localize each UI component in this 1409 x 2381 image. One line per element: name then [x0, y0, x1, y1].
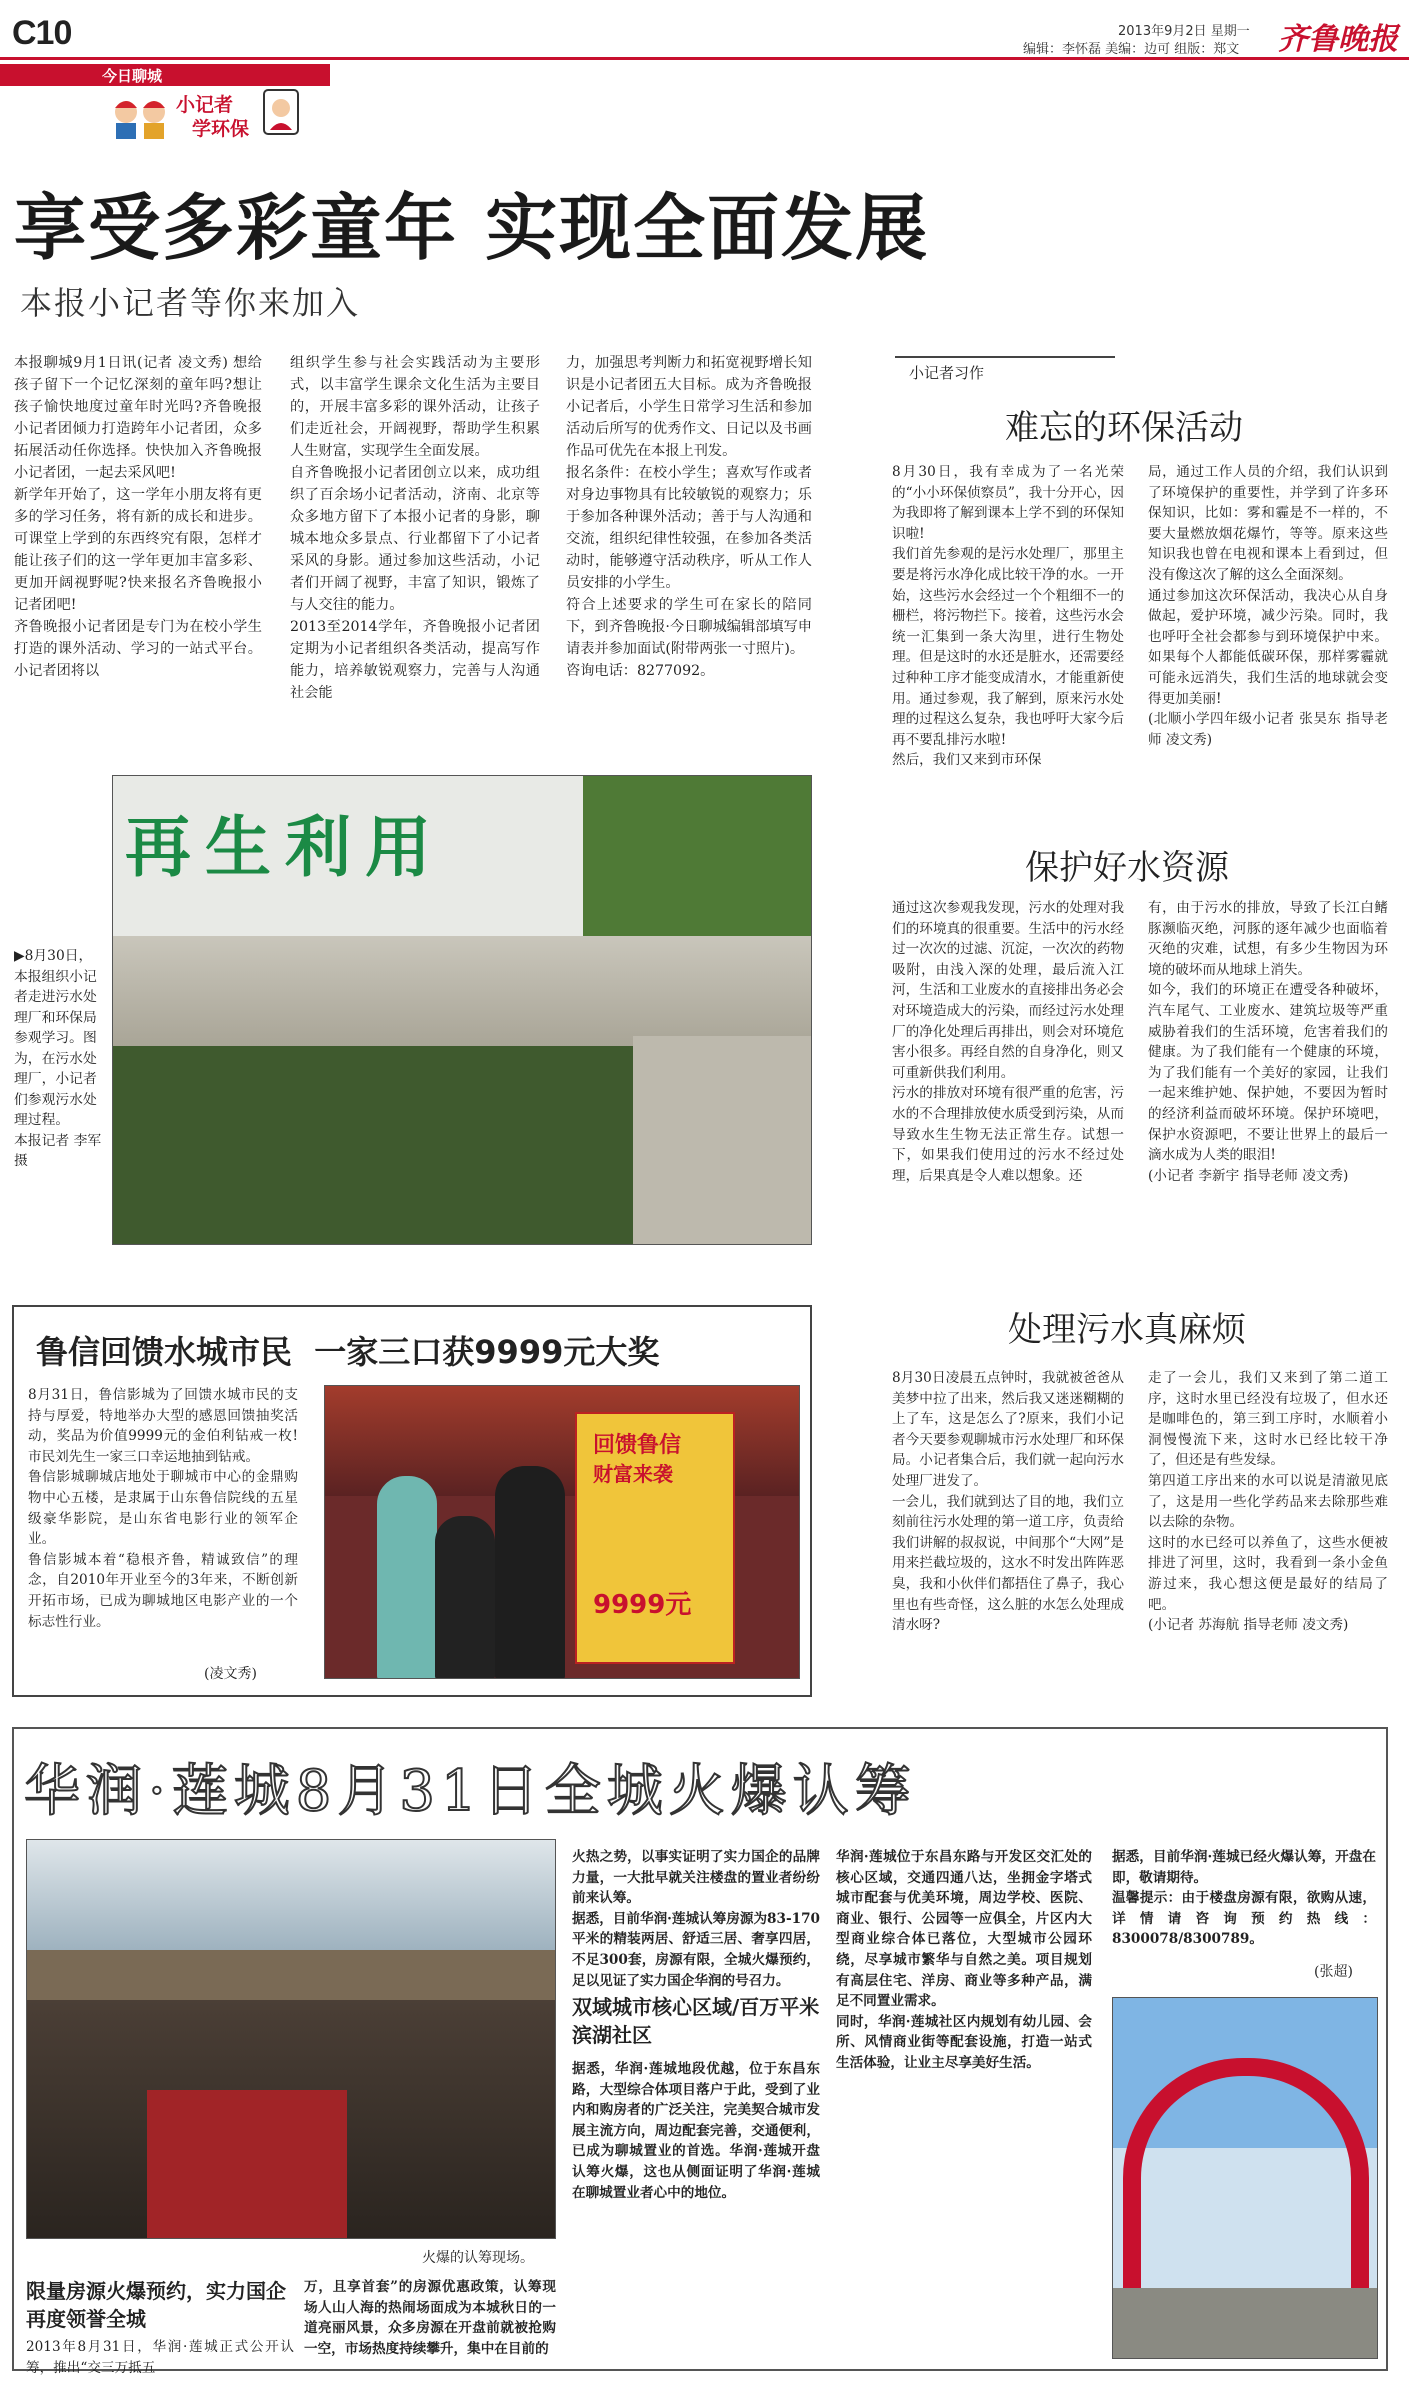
lead-photo-sewage-plant	[112, 775, 812, 1245]
header-rule	[0, 57, 1409, 60]
ad-box	[12, 1727, 1388, 2376]
page-code: C10	[12, 14, 72, 52]
ad-col3b: 据悉，华润·莲城地段优越，位于东昌东路，大型综合体项目落户于此，受到了业内和购房者的广泛关注，完美契合城市发展主流方向，周边配套完善，交通便利，已成为聊城置业的首选。华润·莲城开盘认筹火爆，这也从侧面证明了华润·莲城在聊城置业者心中的地位。	[572, 2061, 820, 2201]
winner-man	[495, 1466, 565, 1679]
ad-sub1: 限量房源火爆预约，实力国企再度领誉全城	[26, 2279, 286, 2331]
ground	[1113, 2288, 1378, 2359]
inflatable-arch	[1123, 2058, 1369, 2288]
section-label: 今日聊城	[102, 67, 163, 85]
ad-intro: 2013年8月31日，华润·莲城正式公开认筹，推出“交三万抵五	[26, 2339, 294, 2376]
winner-child	[435, 1516, 495, 1679]
ad-photo-arch	[1112, 1997, 1378, 2359]
prize-poster	[575, 1412, 735, 1664]
water-pool	[113, 1046, 633, 1245]
poster-line-2: 财富来袭	[593, 1462, 673, 1486]
poster-amount: 9999元	[593, 1590, 692, 1620]
lead-photo-caption: ▶8月30日，本报组织小记者走进污水处理厂和环保局参观学习。图为，在污水处理厂，小记者们参观污水处理过程。 本报记者 李军 摄	[14, 948, 102, 1169]
luxin-author: (凌文秀)	[204, 1666, 257, 1682]
lead-subhead: 本报小记者等你来加入	[20, 284, 361, 322]
column-badge	[110, 84, 410, 144]
article1-col1: 8月30日，我有幸成为了一名光荣的“小小环保侦察员”，我十分开心，因为我即将了解到课本上学不到的环保知识啦! 我们首先参观的是污水处理厂，那里主要是将污水净化成比较干净的水。一开始，这些污水会经过一个个粗细不一的栅栏，将污物拦下。接着，这些污水会统一汇集到一条大沟里，进行生物处理。但是这时的水还是脏水，还需要经过种种工序才能变成清水，才能重新使用。通过参观，我了解到，原来污水处理的过程这么复杂，我也呼吁大家今后再不要乱排污水啦! 然后，我们又来到市环保	[892, 464, 1124, 769]
article3-title: 处理污水真麻烦	[1008, 1310, 1246, 1350]
article2-title: 保护好水资源	[1025, 848, 1229, 888]
xuanxi-column-tag	[895, 356, 1115, 380]
ad-col5: 据悉，目前华润·莲城已经火爆认筹，开盘在即，敬请期待。 温馨提示：由于楼盘房源有限，欲购从速，详情请咨询预约热线：8300078/8300789。	[1112, 1849, 1376, 1948]
luxin-headline: 鲁信回馈水城市民 一家三口获9999元大奖	[36, 1333, 660, 1371]
article1-title: 难忘的环保活动	[1005, 408, 1243, 448]
ad-author: (张超)	[1314, 1964, 1353, 1980]
lead-column-2: 组织学生参与社会实践活动为主要形式，以丰富学生课余文化生活为主要目的，开展丰富多彩的课外活动，让孩子们走近社会，开阔视野，帮助学生积累人生财富，实现学生全面发展。 自齐鲁晚报小记者团创立以来，成功组织了百余场小记者活动，济南、北京等众多地方留下了本报小记者的身影，聊城本地众多景点、行业都留下了小记者采风的身影。通过参加这些活动，小记者们开阔了视野，丰富了知识，锻炼了与人交往的能力。 2013至2014学年，齐鲁晚报小记者团定期为小记者组织各类活动，提高写作能力，培养敏锐观察力，完善与人沟通社会能	[290, 355, 540, 701]
kid-reporter-illustration	[110, 90, 172, 140]
lead-column-1: 本报聊城9月1日讯(记者 凌文秀) 想给孩子留下一个记忆深刻的童年吗?想让孩子愉快地度过童年时光吗?齐鲁晚报小记者团倾力打造跨年小记者团，众多拓展活动任你选择。快快加入齐鲁晚报小记者团，一起去采风吧! 新学年开始了，这一学年小朋友将有更多的学习任务，将有新的成长和进步。可课堂上学到的东西终究有限，怎样才能让孩子们的这一学年更加丰富多彩、更加开阔视野呢?快来报名齐鲁晚报小记者团吧! 齐鲁晚报小记者团是专门为在校小学生打造的课外活动、学习的一站式平台。小记者团将以	[14, 355, 262, 679]
lead-column-3: 力，加强思考判断力和拓宽视野增长知识是小记者团五大目标。成为齐鲁晚报小记者后，小学生日常学习生活和参加活动后所写的优秀作文、日记以及书画作品可优先在本报上刊发。 报名条件：在校小学生；喜欢写作或者对身边事物具有比较敏锐的观察力；乐于参加各种课外活动；善于与人沟通和交流，组织纪律性较强，在参加各类活动时，能够遵守活动秩序，听从工作人员安排的小学生。 符合上述要求的学生可在家长的陪同下，到齐鲁晚报·今日聊城编辑部填写申请表并参加面试(附带两张一寸照片)。 咨询电话：8277092。	[566, 355, 812, 679]
article1-col2: 局，通过工作人员的介绍，我们认识到了环境保护的重要性，并学到了许多环保知识，比如：雾和霾是不一样的，不要大量燃放烟花爆竹，等等。原来这些知识我也曾在电视和课本上看到过，但没有像这次了解的这么全面深刻。 通过参加这次环保活动，我决心从自身做起，爱护环境，减少污染。同时，我也呼吁全社会都参与到环境保护中来。如果每个人都能低碳环保，那样雾霾就可能永远消失，我们生活的地球就会变得更加美丽! (北顺小学四年级小记者 张昊东 指导老师 凌文秀)	[1148, 464, 1388, 748]
article3-col2: 走了一会儿，我们又来到了第二道工序，这时水里已经没有垃圾了，但水还是咖啡色的，第三到工序时，水顺着小洞慢慢流下来，这时水已经比较干净了，但还是有些发绿。 第四道工序出来的水可以说是清澈见底了，这是用一些化学药品来去除那些难以去除的杂物。 这时的水已经可以养鱼了，这些水便被排进了河里，这时，我看到一条小金鱼游过来，我心想这便是最好的结局了吧。 (小记者 苏海航 指导老师 凌文秀)	[1148, 1370, 1388, 1634]
concrete-wall	[633, 1036, 812, 1245]
date-line: 2013年9月2日 星期一	[1118, 24, 1250, 39]
ad-headline: 华润·莲城8月31日全城火爆认筹	[24, 1759, 917, 1824]
xuanxi-tag-label: 小记者习作	[909, 364, 985, 382]
ad-col2a: 万，且享首套”的房源优惠政策，认筹现场人山人海的热闹场面成为本城秋日的一道亮丽风景，众多房源在开盘前就被抢购一空，市场热度持续攀升，集中在目前的	[304, 2279, 556, 2357]
ad-col3a: 火热之势，以事实证明了实力国企的品牌力量，一大批早就关注楼盘的置业者纷纷前来认筹。 据悉，目前华润·莲城认筹房源为83-170平米的精装两居、舒适三居、奢享四居，不足300套，房源有限，全城火爆预约，足以见证了实力国企华润的号召力。	[572, 1849, 820, 1989]
editor-credits: 编辑：李怀磊 美编：边可 组版：郑文	[1023, 42, 1240, 57]
luxin-box	[12, 1305, 812, 1697]
ad-photo1-caption: 火爆的认筹现场。	[422, 2250, 534, 2266]
plant-sign: 再生利用	[125, 809, 445, 886]
article2-col1: 通过这次参观我发现，污水的处理对我们的环境真的很重要。生活中的污水经过一次次的过滤、沉淀，一次次的药物吸附，由浅入深的处理，最后流入江河，生活和工业废水的直接排出务必会对环境造成大的污染，而经过污水处理厂的净化处理后再排出，则会对环境危害小很多。再经自然的自身净化，则又可重新供我们利用。 污水的排放对环境有很严重的危害，污水的不合理排放使水质受到污染，从而导致水生生物无法正常生存。试想一下，如果我们使用过的污水不经过处理，后果真是令人难以想象。还	[892, 900, 1124, 1184]
mascot-icon	[260, 86, 304, 140]
ad-col4: 华润·莲城位于东昌东路与开发区交汇处的核心区域，交通四通八达，坐拥金字塔式城市配套与优美环境，周边学校、医院、商业、银行、公园等一应俱全，片区内大型商业综合体已落位，大型城市公园环绕，尽享城市繁华与自然之美。项目规划有高层住宅、洋房、商业等多种产品，满足不同置业需求。 同时，华润·莲城社区内规划有幼儿园、会所、风情商业街等配套设施，打造一站式生活体验，让业主尽享美好生活。	[836, 1849, 1092, 2071]
article2-col2: 有，由于污水的排放，导致了长江白鳍豚濒临灭绝，河豚的逐年减少也面临着灭绝的灾难，试想，有多少生物因为环境的破坏而从地球上消失。 如今，我们的环境正在遭受各种破坏，汽车尾气、工业废水、建筑垃圾等严重威胁着我们的生活环境，危害着我们的健康。为了我们能有一个健康的环境，为了我们能有一个美好的家园，让我们一起来维护她、保护她，不要因为暂时的经济利益而破坏环境。保护环境吧，保护水资源吧，不要让世界上的最后一滴水成为人类的眼泪! (小记者 李新宇 指导老师 凌文秀)	[1148, 900, 1388, 1184]
ad-photo-registration-crowd	[26, 1839, 556, 2239]
luxin-body: 8月31日，鲁信影城为了回馈水城市民的支持与厚爱，特地举办大型的感恩回馈抽奖活动，奖品为价值9999元的金伯利钻戒一枚!市民刘先生一家三口幸运地抽到钻戒。 鲁信影城聊城店地处于聊城市中心的金鼎购物中心五楼，是隶属于山东鲁信院线的五星级豪华影院，是山东省电影行业的领军企业。 鲁信影城本着“稳根齐鲁，精诚致信”的理念，自2010年开业至今的3年来，不断创新开拓市场，已成为聊城地区电影产业的一个标志性行业。	[28, 1387, 298, 1630]
tent-roof	[27, 1840, 556, 1950]
badge-line-1: 小记者	[176, 94, 234, 116]
winner-woman	[377, 1476, 437, 1679]
red-carpet	[147, 2090, 347, 2239]
poster-line-1: 回馈鲁信	[593, 1433, 682, 1458]
ad-sub2: 双域城市核心区域/百万平米滨湖社区	[572, 1995, 820, 2047]
railing-group	[113, 936, 812, 1046]
lead-headline: 享受多彩童年 实现全面发展	[14, 186, 930, 270]
newspaper-brand: 齐鲁晚报	[1278, 22, 1398, 57]
luxin-winner-photo	[324, 1385, 800, 1679]
section-bar	[0, 64, 330, 86]
badge-line-2: 学环保	[192, 118, 250, 140]
article3-col1: 8月30日凌晨五点钟时，我就被爸爸从美梦中拉了出来，然后我又迷迷糊糊的上了车，这是怎么了?原来，我们小记者今天要参观聊城市污水处理厂和环保局。小记者集合后，我们就一起向污水处理厂进发了。 一会儿，我们就到达了目的地，我们立刻前往污水处理的第一道工序，负责给我们讲解的叔叔说，中间那个“大网”是用来拦截垃圾的，这水不时发出阵阵恶臭，我和小伙伴们都捂住了鼻子，我心里也有些奇怪，这么脏的水怎么处理成清水呀?	[892, 1370, 1124, 1634]
page-header	[0, 0, 1409, 140]
